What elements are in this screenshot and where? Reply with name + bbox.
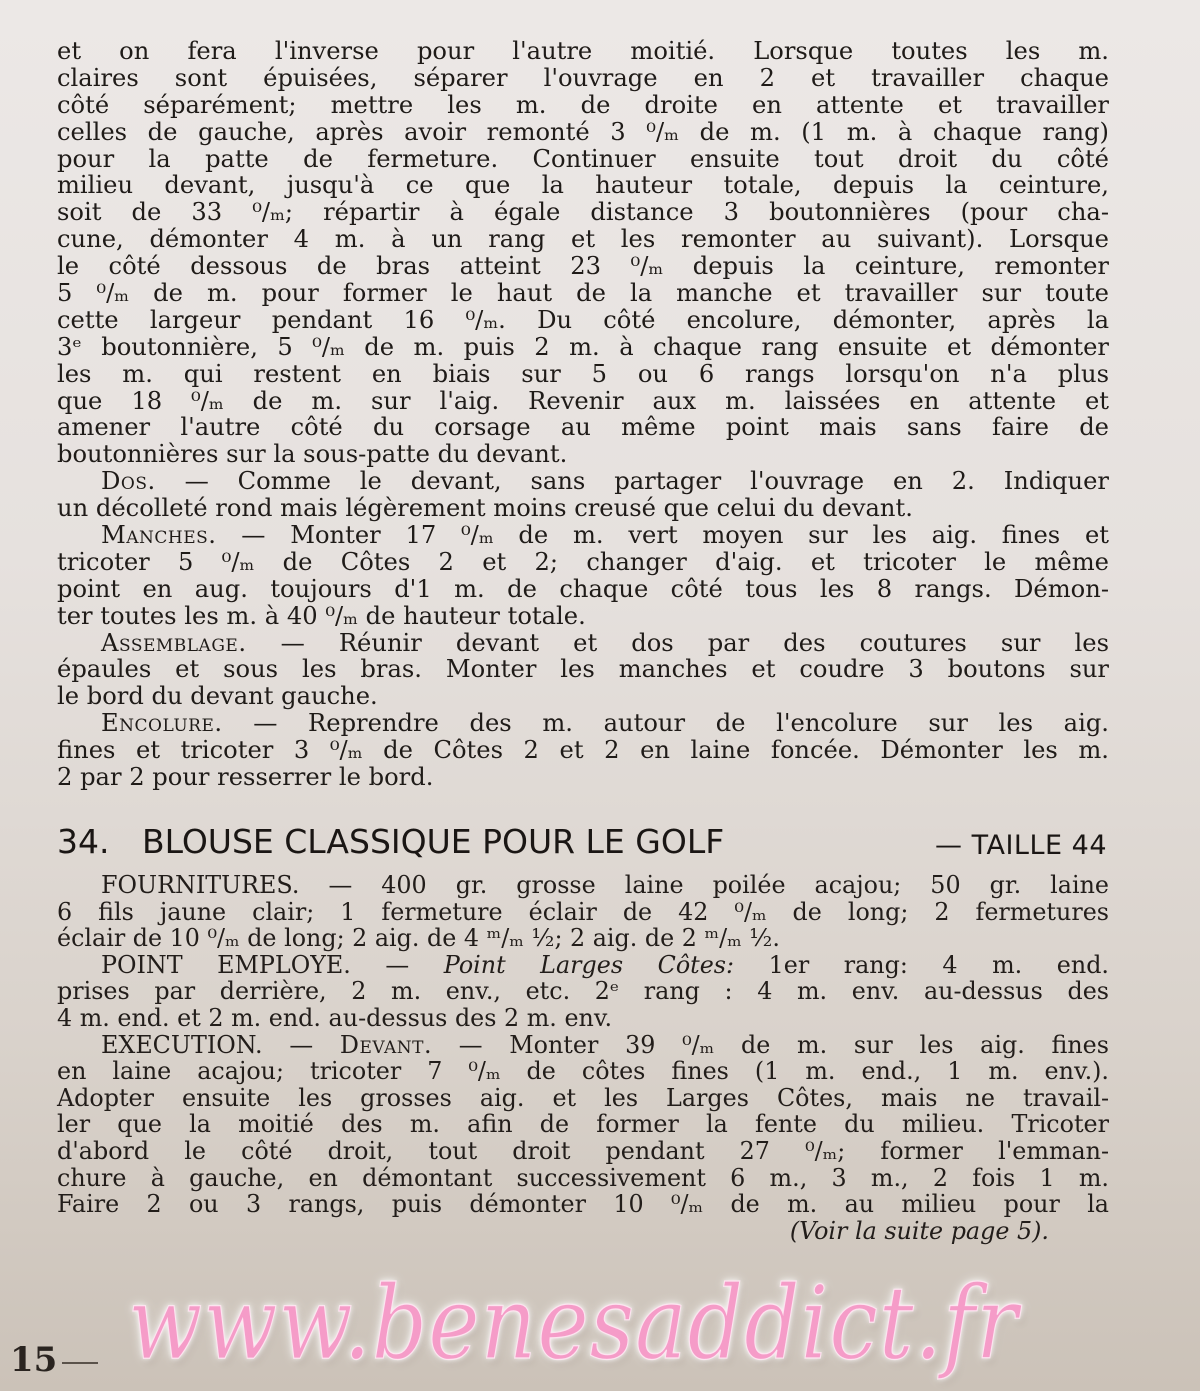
- text-line: amener l'autre côté du corsage au même point mais sans faire de: [57, 413, 1109, 442]
- text-line: d'abord le côté droit, tout droit pendant 27 ⁰/ₘ; former l'emman-: [57, 1136, 1109, 1165]
- adjacent-page-edge: [2, 30, 12, 500]
- text-line: Faire 2 ou 3 rangs, puis démonter 10 ⁰/ₘ de m. au milieu pour la: [57, 1190, 1109, 1219]
- page-number-dash: [62, 1362, 98, 1364]
- section-point: [57, 952, 1109, 979]
- text-line: le côté dessous de bras atteint 23 ⁰/ₘ depuis la ceinture, remonter: [57, 252, 1109, 281]
- text-line: fines et tricoter 3 ⁰/ₘ de Côtes 2 et 2 en laine foncée. Démonter les m.: [57, 736, 1109, 765]
- subsection-label-devant: Devant.: [339, 1030, 433, 1059]
- text-line: les m. qui restent en biais sur 5 ou 6 rangs lorsqu'on n'a plus: [57, 359, 1109, 388]
- section-label-assemblage: Assemblage.: [101, 628, 247, 657]
- text-line: le bord du devant gauche.: [57, 682, 378, 711]
- text-line: un décolleté rond mais légèrement moins creusé que celui du devant.: [57, 494, 913, 523]
- text-line: chure à gauche, en démontant successivement 6 m., 3 m., 2 fois 1 m.: [57, 1163, 1109, 1192]
- text-line: pour la patte de fermeture. Continuer ensuite tout droit du côté: [57, 144, 1109, 173]
- text-span: —: [350, 950, 444, 979]
- text-line: prises par derrière, 2 m. env., etc. 2ᵉ rang : 4 m. env. au-dessus des: [57, 977, 1109, 1006]
- text-line: 6 fils jaune clair; 1 fermeture éclair de 42 ⁰/ₘ de long; 2 fermetures: [57, 897, 1109, 926]
- text-line: ler que la moitié des m. afin de former la fente du milieu. Tricoter: [57, 1110, 1109, 1139]
- text-line: point en aug. toujours d'1 m. de chaque côté tous les 8 rangs. Démon-: [57, 574, 1109, 603]
- section-label-manches: Manches.: [101, 521, 217, 550]
- text-line: cune, démonter 4 m. à un rang et les remonter au suivant). Lorsque: [57, 225, 1109, 254]
- section-label-encolure: Encolure.: [101, 709, 223, 738]
- section-fournitures: [57, 872, 1109, 899]
- stitch-name: Point Larges Côtes:: [443, 950, 735, 979]
- pattern-heading: [57, 822, 1107, 866]
- text-line: 2 par 2 pour resserrer le bord.: [57, 763, 434, 792]
- watermark-link[interactable]: www.benesaddict.fr: [128, 1264, 1019, 1382]
- text-span: — Reprendre des m. autour de l'encolure sur les aig.: [222, 709, 1109, 738]
- text-line: éclair de 10 ⁰/ₘ de long; 2 aig. de 4 ᵐ/ₘ ½; 2 aig. de 2 ᵐ/ₘ ½.: [57, 924, 780, 953]
- text-line: épaules et sous les bras. Monter les manches et coudre 3 boutons sur: [57, 655, 1109, 684]
- continuation-text: [57, 38, 1109, 791]
- text-line: que 18 ⁰/ₘ de m. sur l'aig. Revenir aux m. laissées en attente et: [57, 386, 1109, 415]
- text-span: — Réunir devant et dos par des coutures sur les: [246, 628, 1109, 657]
- section-dos: [57, 468, 1109, 495]
- pattern-number: 34.: [57, 822, 110, 861]
- text-line: milieu devant, jusqu'à ce que la hauteur totale, depuis la ceinture,: [57, 171, 1109, 200]
- text-span: — 400 gr. grosse laine poilée acajou; 50 gr. laine: [299, 871, 1109, 899]
- section-label-point: POINT EMPLOYE.: [101, 950, 351, 979]
- text-line: en laine acajou; tricoter 7 ⁰/ₘ de côtes fines (1 m. end., 1 m. env.).: [57, 1057, 1109, 1086]
- text-line: Adopter ensuite les grosses aig. et les Larges Côtes, mais ne travail-: [57, 1083, 1109, 1112]
- text-span: 1er rang: 4 m. end.: [734, 950, 1109, 979]
- continued-note: (Voir la suite page 5).: [789, 1216, 1049, 1245]
- section-execution: EXECUTION. — Devant. — Monter 39 ⁰/ₘ de m. sur les aig. fines: [101, 1030, 1109, 1059]
- text-line: boutonnières sur la sous-patte du devant.: [57, 440, 568, 469]
- section-label-dos: Dos.: [101, 467, 156, 496]
- text-line: 4 m. end. et 2 m. end. au-dessus des 2 m. env.: [57, 1003, 613, 1032]
- pattern-title: BLOUSE CLASSIQUE POUR LE GOLF: [141, 822, 725, 861]
- text-line: ter toutes les m. à 40 ⁰/ₘ de hauteur totale.: [57, 601, 586, 630]
- text-line: soit de 33 ⁰/ₘ; répartir à égale distance 3 boutonnières (pour cha-: [57, 198, 1109, 227]
- section-manches: [57, 522, 1109, 549]
- text-line: celles de gauche, après avoir remonté 3 ⁰/ₘ de m. (1 m. à chaque rang): [57, 117, 1109, 146]
- section-encolure: [57, 710, 1109, 737]
- text-line: 5 ⁰/ₘ de m. pour former le haut de la manche et travailler sur toute: [57, 279, 1109, 308]
- section-assemblage: [57, 630, 1109, 657]
- page-number: 15: [10, 1340, 58, 1380]
- text-span: — Monter 17 ⁰/ₘ de m. vert moyen sur les aig. fines et: [216, 521, 1109, 550]
- text-line: tricoter 5 ⁰/ₘ de Côtes 2 et 2; changer d'aig. et tricoter le même: [57, 547, 1109, 576]
- text-line: et on fera l'inverse pour l'autre moitié. Lorsque toutes les m.: [57, 37, 1109, 65]
- text-line: côté séparément; mettre les m. de droite en attente et travailler: [57, 90, 1109, 119]
- pattern-text: [57, 872, 1109, 1244]
- section-label-execution: EXECUTION.: [101, 1030, 263, 1059]
- text-line: cette largeur pendant 16 ⁰/ₘ. Du côté encolure, démonter, après la: [57, 305, 1109, 334]
- section-label-fournitures: FOURNITURES.: [101, 871, 300, 899]
- text-line: claires sont épuisées, séparer l'ouvrage en 2 et travailler chaque: [57, 63, 1109, 92]
- text-span: — Comme le devant, sans partager l'ouvrage en 2. Indiquer: [155, 467, 1109, 496]
- text-span: — Monter 39 ⁰/ₘ de m. sur les aig. fines: [432, 1030, 1109, 1059]
- pattern-size: — TAILLE 44: [935, 830, 1107, 861]
- text-line: 3ᵉ boutonnière, 5 ⁰/ₘ de m. puis 2 m. à chaque rang ensuite et démonter: [57, 332, 1109, 361]
